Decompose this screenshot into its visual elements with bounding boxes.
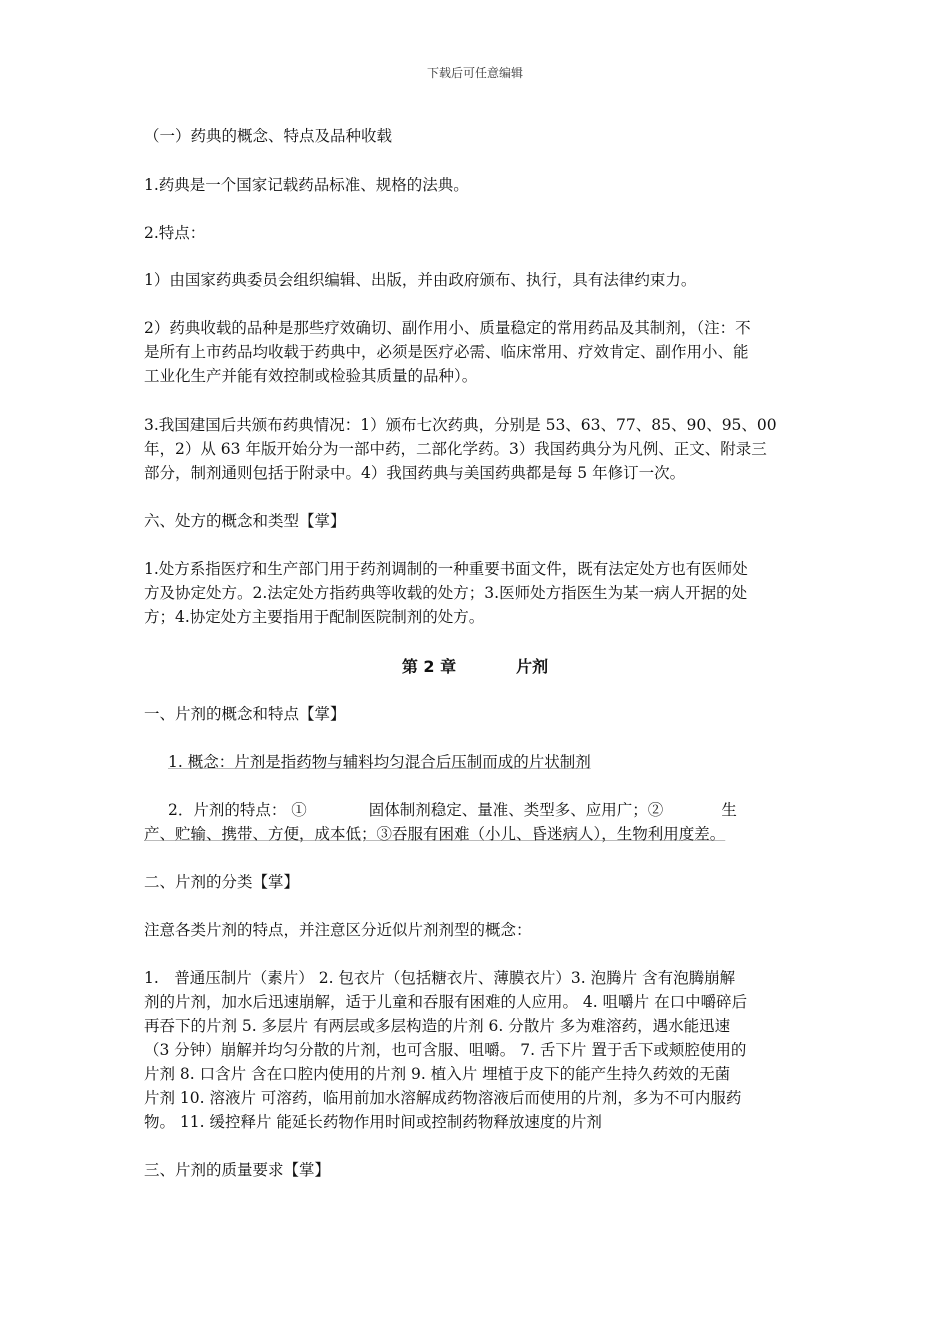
features-line2: 产、贮输、携带、方便，成本低；③吞服有困难（小儿、昏迷病人），生物利用度差。 <box>144 825 726 843</box>
list-line: 片剂 8. 口含片 含在口腔内使用的片剂 9. 植入片 埋植于皮下的能产生持久药效的无菌 <box>144 1065 731 1083</box>
section-title: 一、片剂的概念和特点【掌】 <box>144 705 346 723</box>
list-line: 再吞下的片剂 5. 多层片 有两层或多层构造的片剂 6. 分散片 多为难溶药，遇水能迅速 <box>144 1017 731 1035</box>
page-header: 下载后可任意编辑 <box>426 66 523 80</box>
chapter-title: 片剂 <box>516 657 549 676</box>
chapter-heading <box>0 654 950 677</box>
paragraph-line <box>168 798 798 822</box>
paragraph: 注意各类片剂的特点，并注意区分近似片剂剂型的概念： <box>144 921 532 939</box>
features-point: 固体制剂稳定、量准、类型多、应用广；② <box>368 801 664 819</box>
list-line: （3 分钟）崩解并均匀分散的片剂，也可含服、咀嚼。 7. 舌下片 置于舌下或颊腔使用的 <box>144 1041 747 1059</box>
paragraph-line: 2）药典收载的品种是那些疗效确切、副作用小、质量稳定的常用药品及其制剂，（注：不 <box>144 319 751 337</box>
paragraph-line: 工业化生产并能有效控制或检验其质量的品种）。 <box>144 367 478 385</box>
features-prefix: 2．片剂的特点： ① <box>168 801 307 819</box>
paragraph-line: 是所有上市药品均收载于药典中，必须是医疗必需、临床常用、疗效肯定、副作用小、能 <box>144 343 749 361</box>
paragraph-line: 方及协定处方。2.法定处方指药典等收载的处方；3.医师处方指医生为某一病人开据的处 <box>144 584 748 602</box>
paragraph: 2.特点： <box>144 224 206 242</box>
paragraph-line: 3.我国建国后共颁布药典情况：1）颁布七次药典，分别是 53、63、77、85、90、95、00 <box>144 416 777 434</box>
list-line: 片剂 10. 溶液片 可溶药，临用前加水溶解成药物溶液后而使用的片剂，多为不可内服药 <box>144 1089 742 1107</box>
paragraph-line <box>144 822 808 846</box>
concept-text: 1. 概念：片剂是指药物与辅料均匀混合后压制而成的片状制剂 <box>168 753 591 771</box>
paragraph <box>168 750 832 774</box>
paragraph-line: 年，2）从 63 年版开始分为一部中药，二部化学药。3）我国药典分为凡例、正文、附录三 <box>144 440 767 458</box>
section-title: （一）药典的概念、特点及品种收载 <box>144 127 393 145</box>
list-line: 剂的片剂，加水后迅速崩解，适于儿童和吞服有困难的人应用。 4. 咀嚼片 在口中嚼碎后 <box>144 993 748 1011</box>
paragraph-line: 1.处方系指医疗和生产部门用于药剂调制的一种重要书面文件，既有法定处方也有医师处 <box>144 560 748 578</box>
section-title: 二、片剂的分类【掌】 <box>144 873 300 891</box>
paragraph: 1）由国家药典委员会组织编辑、出版，并由政府颁布、执行，具有法律约束力。 <box>144 271 697 289</box>
list-line: 物。 11. 缓控释片 能延长药物作用时间或控制药物释放速度的片剂 <box>144 1113 602 1131</box>
chapter-number: 第 2 章 <box>401 657 457 676</box>
section-title: 六、处方的概念和类型【掌】 <box>144 512 346 530</box>
features-tail: 生 <box>721 801 737 819</box>
section-title: 三、片剂的质量要求【掌】 <box>144 1161 331 1179</box>
paragraph-line: 部分，制剂通则包括于附录中。4）我国药典与美国药典都是每 5 年修订一次。 <box>144 464 686 482</box>
paragraph: 1.药典是一个国家记载药品标准、规格的法典。 <box>144 176 469 194</box>
paragraph-line: 方；4.协定处方主要指用于配制医院制剂的处方。 <box>144 608 485 626</box>
list-line: 1. 普通压制片（素片） 2. 包衣片（包括糖衣片、薄膜衣片）3. 泡腾片 含有泡腾崩解 <box>144 969 736 987</box>
